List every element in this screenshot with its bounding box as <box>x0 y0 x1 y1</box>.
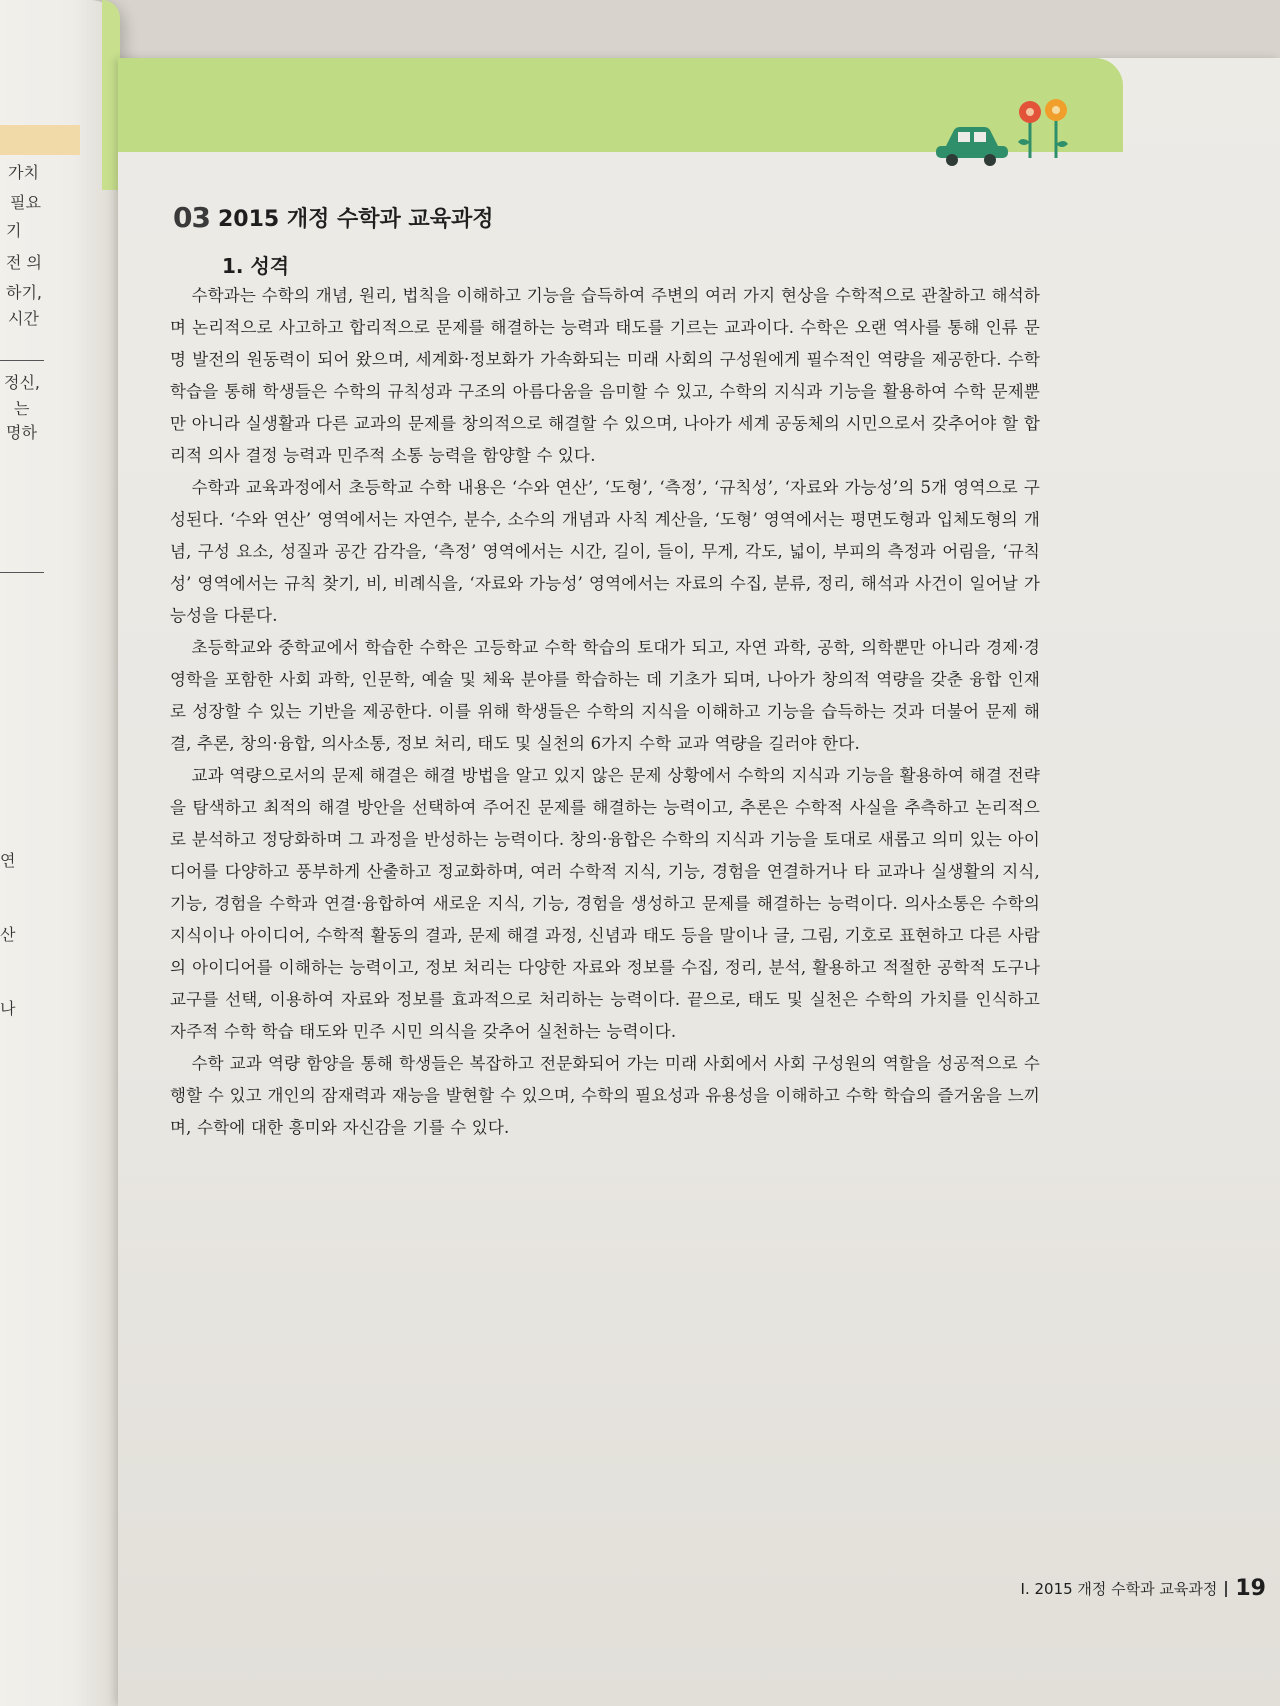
section-number: 03 <box>173 200 210 234</box>
page-number: 19 <box>1235 1576 1266 1601</box>
left-fragment: 하기, <box>6 283 42 302</box>
car-and-flowers-illustration <box>928 86 1078 176</box>
paragraph: 수학 교과 역량 함양을 통해 학생들은 복잡하고 전문화되어 가는 미래 사회에서 사회 구성원의 역할을 성공적으로 수행할 수 있고 개인의 잠재력과 재능을 발현할 수 있으며, 수학의 필요성과 유용성을 이해하고 수학 학습의 즐거움을 느끼며, 수학에 대한 흥미와 자신감을 기를 수 있다. <box>170 1054 1040 1137</box>
car-icon <box>936 127 1008 166</box>
paragraph: 수학과 교육과정에서 초등학교 수학 내용은 ‘수와 연산’, ‘도형’, ‘측정’, ‘규칙성’, ‘자료와 가능성’의 5개 영역으로 구성된다. ‘수와 연산’ 영역에서는 자연수, 분수, 소수의 개념과 사칙 계산을, ‘도형’ 영역에서는 평면도형과 입체도형의 개념, 구성 요소, 성질과 공간 감각을, ‘측정’ 영역에서는 시간, 길이, 들이, 무게, 각도, 넓이, 부피의 측정과 어림을, ‘규칙성’ 영역에서는 규칙 찾기, 비, 비례식을, ‘자료와 가능성’ 영역에서는 자료의 수집, 분류, 정리, 해석과 사건이 일어날 가능성을 다룬다. <box>170 478 1040 625</box>
left-fragment: 전 의 <box>6 253 42 272</box>
paragraph: 교과 역량으로서의 문제 해결은 해결 방법을 알고 있지 않은 문제 상황에서 수학의 지식과 기능을 활용하여 해결 전략을 탐색하고 최적의 해결 방안을 선택하여 주어진 문제를 해결하는 능력이고, 추론은 수학적 사실을 추측하고 논리적으로 분석하고 정당화하며 그 과정을 반성하는 능력이다. 창의·융합은 수학의 지식과 기능을 토대로 새롭고 의미 있는 아이디어를 다양하고 풍부하게 산출하고 정교화하며, 여러 수학적 지식, 기능, 경험을 연결하거나 타 교과나 실생활의 지식, 기능, 경험을 수학과 연결·융합하여 새로운 지식, 기능, 경험을 생성하고 문제를 해결하는 능력이다. 의사소통은 수학의 지식이나 아이디어, 수학적 활동의 결과, 문제 해결 과정, 신념과 태도 등을 말이나 글, 그림, 기호로 표현하고 다른 사람의 아이디어를 이해하는 능력이고, 정보 처리는 다양한 자료와 정보를 수집, 정리, 분석, 활용하고 적절한 공학적 도구나 교구를 선택, 이용하여 자료와 정보를 효과적으로 처리하는 능력이다. 끝으로, 태도 및 실천은 수학의 가치를 인식하고 자주적 수학 학습 태도와 민주 시민 의식을 갖추어 실천하는 능력이다. <box>170 766 1040 1041</box>
left-fragment: 기 <box>6 221 22 240</box>
book-page <box>118 58 1280 1706</box>
footer-chapter: I. 2015 개정 수학과 교육과정 <box>1020 1580 1218 1598</box>
left-fragment: 시간 <box>8 309 39 328</box>
section-heading <box>173 200 493 234</box>
section-title: 2015 개정 수학과 교육과정 <box>217 206 494 232</box>
left-page-tan-box <box>0 125 80 155</box>
left-fragment: 필요 <box>10 193 41 212</box>
footer-divider <box>1225 1581 1227 1597</box>
paragraph: 수학과는 수학의 개념, 원리, 법칙을 이해하고 기능을 습득하여 주변의 여러 가지 현상을 수학적으로 관찰하고 해석하며 논리적으로 사고하고 합리적으로 문제를 해결하는 능력과 태도를 기르는 교과이다. 수학은 오랜 역사를 통해 인류 문명 발전의 원동력이 되어 왔으며, 세계화·정보화가 가속화되는 미래 사회의 구성원에게 필수적인 역량을 제공한다. 수학 학습을 통해 학생들은 수학의 규칙성과 구조의 아름다움을 음미할 수 있고, 수학의 지식과 기능을 활용하여 수학 문제뿐만 아니라 실생활과 다른 교과의 문제를 창의적으로 해결할 수 있으며, 나아가 세계 공동체의 시민으로서 갖추어야 할 합리적 의사 결정 능력과 민주적 소통 능력을 함양할 수 있다. <box>170 286 1040 465</box>
left-fragment: 정신, <box>4 373 40 392</box>
left-page-rule <box>0 572 44 573</box>
left-page-rule <box>0 360 44 361</box>
flower-icon <box>1045 99 1068 158</box>
left-fragment: 는 <box>14 399 30 418</box>
left-fragment: 가치 <box>8 163 39 182</box>
body-text <box>170 280 1040 1144</box>
paragraph: 초등학교와 중학교에서 학습한 수학은 고등학교 수학 학습의 토대가 되고, 자연 과학, 공학, 의학뿐만 아니라 경제·경영학을 포함한 사회 과학, 인문학, 예술 및 체육 분야를 학습하는 데 기초가 되며, 나아가 창의적 역량을 갖춘 융합 인재로 성장할 수 있는 기반을 제공한다. 이를 위해 학생들은 수학의 지식을 이해하고 기능을 습득하는 것과 더불어 문제 해결, 추론, 창의·융합, 의사소통, 정보 처리, 태도 및 실천의 6가지 수학 교과 역량을 길러야 한다. <box>170 638 1040 753</box>
page-footer <box>1021 1576 1266 1601</box>
left-fragment: 연 <box>0 851 16 870</box>
left-fragment: 명하 <box>6 423 37 442</box>
subsection-title: 1. 성격 <box>222 254 290 278</box>
flower-icon <box>1018 101 1041 158</box>
left-fragment: 나 <box>0 999 16 1018</box>
left-fragment: 산 <box>0 925 16 944</box>
